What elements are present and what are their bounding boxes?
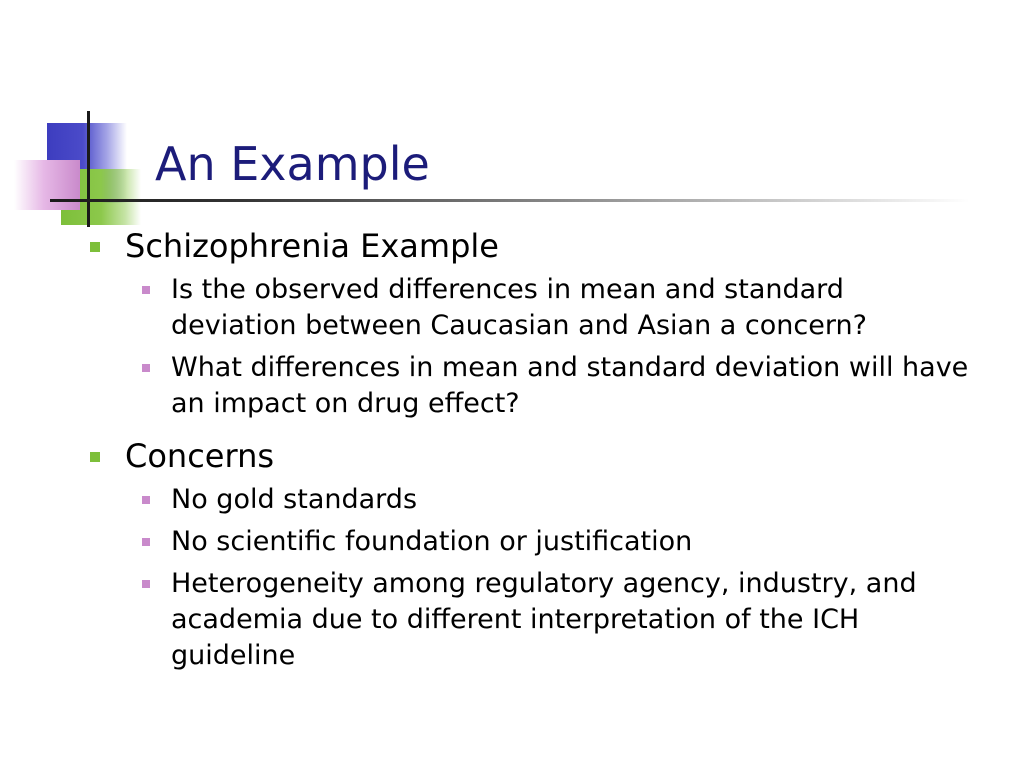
square-bullet-icon xyxy=(90,452,100,462)
sub-bullet-text: What differences in mean and standard deviation will have an impact on drug effect? xyxy=(171,352,969,419)
sub-bullet-text: No scientific foundation or justification xyxy=(171,526,693,557)
square-bullet-icon xyxy=(90,242,100,252)
sub-bullet xyxy=(136,482,970,518)
slide-content xyxy=(90,226,970,688)
sub-bullet-text: Heterogeneity among regulatory agency, industry, and academia due to different interpretation of the ICH guideline xyxy=(171,568,917,671)
bullet-schizophrenia-example xyxy=(90,226,970,266)
sub-bullet xyxy=(136,524,970,560)
logo-vertical-line xyxy=(87,111,90,227)
slide-title: An Example xyxy=(155,137,430,191)
square-bullet-icon xyxy=(142,538,150,546)
sub-list xyxy=(90,482,970,674)
sub-bullet xyxy=(136,272,970,344)
bullet-text: Concerns xyxy=(125,437,275,475)
logo-pink-square xyxy=(14,160,80,210)
square-bullet-icon xyxy=(142,286,150,294)
bullet-text: Schizophrenia Example xyxy=(125,227,499,265)
bullet-concerns xyxy=(90,436,970,476)
square-bullet-icon xyxy=(142,580,150,588)
sub-bullet-text: Is the observed differences in mean and standard deviation between Caucasian and Asian a concern? xyxy=(171,274,867,341)
sub-bullet xyxy=(136,350,970,422)
title-underline xyxy=(50,199,970,202)
square-bullet-icon xyxy=(142,496,150,504)
sub-bullet xyxy=(136,566,970,674)
sub-list xyxy=(90,272,970,422)
sub-bullet-text: No gold standards xyxy=(171,484,418,515)
square-bullet-icon xyxy=(142,364,150,372)
